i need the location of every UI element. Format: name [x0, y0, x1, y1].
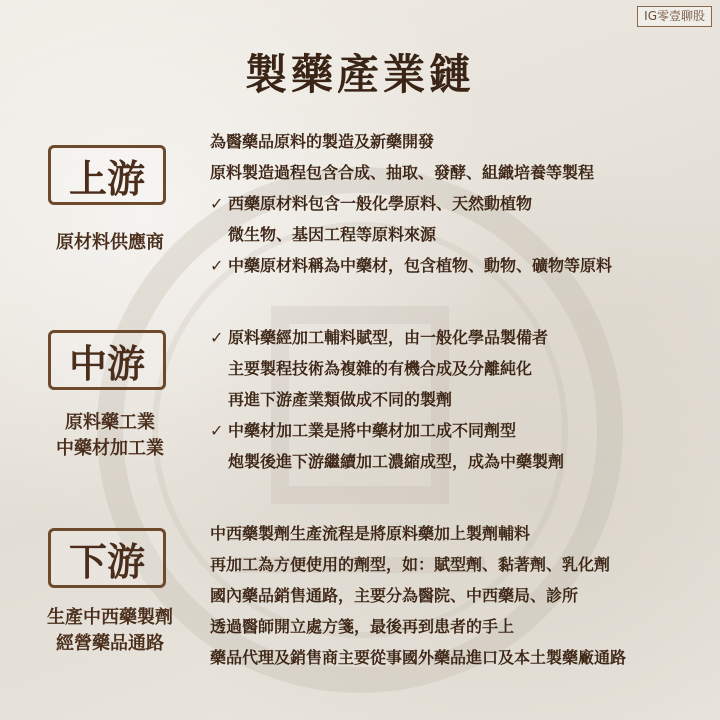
downstream-label-line-1: 生產中西藥製劑: [47, 607, 173, 628]
upstream-line-1: 為醫藥品原料的製造及新藥開發: [210, 132, 435, 151]
midstream-lines: [210, 322, 710, 477]
upstream-label: [30, 230, 190, 256]
downstream-lines: [210, 518, 710, 673]
midstream-line-4: ✓ 中藥材加工業是將中藥材加工成不同劑型: [210, 415, 710, 446]
midstream-line-5: 炮製後進下游繼續加工濃縮成型，成為中藥製劑: [228, 452, 565, 471]
downstream-line-1: 中西藥製劑生產流程是將原料藥加上製劑輔料: [210, 524, 531, 543]
upstream-lines: [210, 126, 710, 281]
midstream-label-line-2: 中藥材加工業: [56, 438, 164, 459]
downstream-line-5: 藥品代理及銷售商主要從事國外藥品進口及本土製藥廠通路: [210, 648, 627, 667]
downstream-line-3: 國內藥品銷售通路，主要分為醫院、中西藥局、診所: [210, 586, 579, 605]
brand-tag: IG零壹聊股: [637, 6, 712, 27]
midstream-line-1: ✓ 原料藥經加工輔料賦型，由一般化學品製備者: [210, 322, 710, 353]
downstream-label: [30, 605, 190, 657]
check-icon: ✓: [210, 328, 224, 347]
page-title: 製藥產業鏈: [244, 50, 475, 99]
downstream-label-line-2: 經營藥品通路: [56, 633, 164, 654]
downstream-badge: 下游: [48, 528, 166, 588]
upstream-line-4: 微生物、基因工程等原料來源: [228, 225, 437, 244]
upstream-badge: 上游: [48, 145, 166, 205]
midstream-badge: 中游: [48, 330, 166, 390]
check-icon: ✓: [210, 194, 224, 213]
midstream-line-2: 主要製程技術為複雜的有機合成及分離純化: [228, 359, 533, 378]
midstream-label-line-1: 原料藥工業: [65, 412, 155, 433]
downstream-line-2: 再加工為方便使用的劑型，如：賦型劑、黏著劑、乳化劑: [210, 555, 611, 574]
midstream-line-3: 再進下游產業類做成不同的製劑: [228, 390, 453, 409]
midstream-label: [30, 410, 190, 462]
downstream-line-4: 透過醫師開立處方箋，最後再到患者的手上: [210, 617, 515, 636]
check-icon: ✓: [210, 256, 224, 275]
check-icon: ✓: [210, 421, 224, 440]
upstream-label-line: 原材料供應商: [56, 232, 164, 253]
upstream-line-2: 原料製造過程包含合成、抽取、發酵、組織培養等製程: [210, 163, 595, 182]
upstream-line-3: ✓ 西藥原材料包含一般化學原料、天然動植物: [210, 188, 710, 219]
upstream-line-5: ✓ 中藥原材料稱為中藥材，包含植物、動物、礦物等原料: [210, 250, 710, 281]
